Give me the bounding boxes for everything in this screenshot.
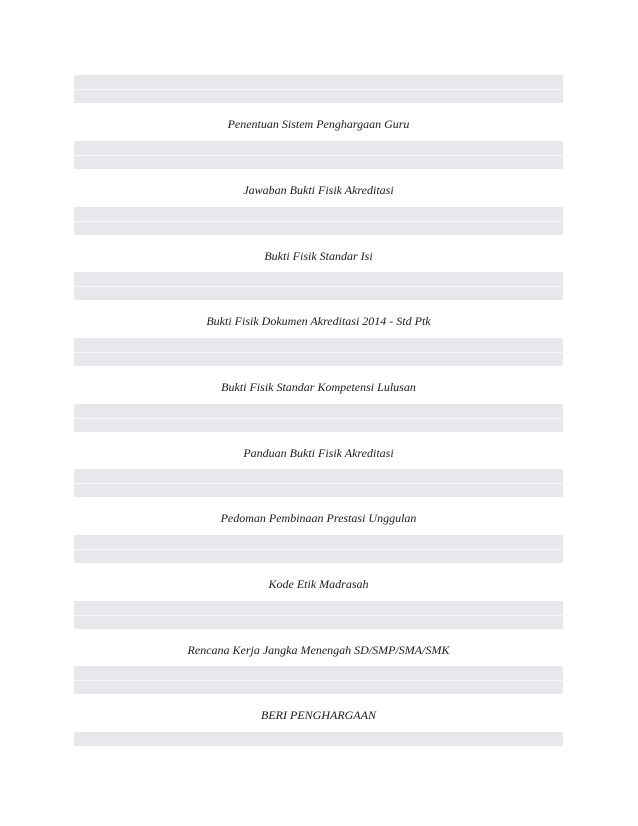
document-link[interactable]: Bukti Fisik Dokumen Akreditasi 2014 - Std Ptk [206,314,431,328]
separator-bar [74,404,563,432]
separator-bar [74,469,563,497]
separator-bar [74,141,563,169]
document-link[interactable]: Rencana Kerja Jangka Menengah SD/SMP/SMA/SMK [187,643,450,657]
document-link[interactable]: Bukti Fisik Standar Kompetensi Lulusan [221,380,416,394]
separator-bar [74,75,563,103]
separator-bar [74,666,563,694]
document-link[interactable]: Pedoman Pembinaan Prestasi Unggulan [220,511,417,525]
separator-bar [74,732,563,746]
document-link[interactable]: BERI PENGHARGAAN [261,708,376,722]
document-link[interactable]: Jawaban Bukti Fisik Akreditasi [243,183,394,197]
separator-bar [74,207,563,235]
separator-bar [74,601,563,629]
document-link[interactable]: Bukti Fisik Standar Isi [264,249,373,263]
document-link[interactable]: Kode Etik Madrasah [268,577,369,591]
separator-bar [74,338,563,366]
document-link[interactable]: Penentuan Sistem Penghargaan Guru [227,117,410,131]
separator-bar [74,535,563,563]
document-link[interactable]: Panduan Bukti Fisik Akreditasi [243,446,394,460]
separator-bar [74,272,563,300]
